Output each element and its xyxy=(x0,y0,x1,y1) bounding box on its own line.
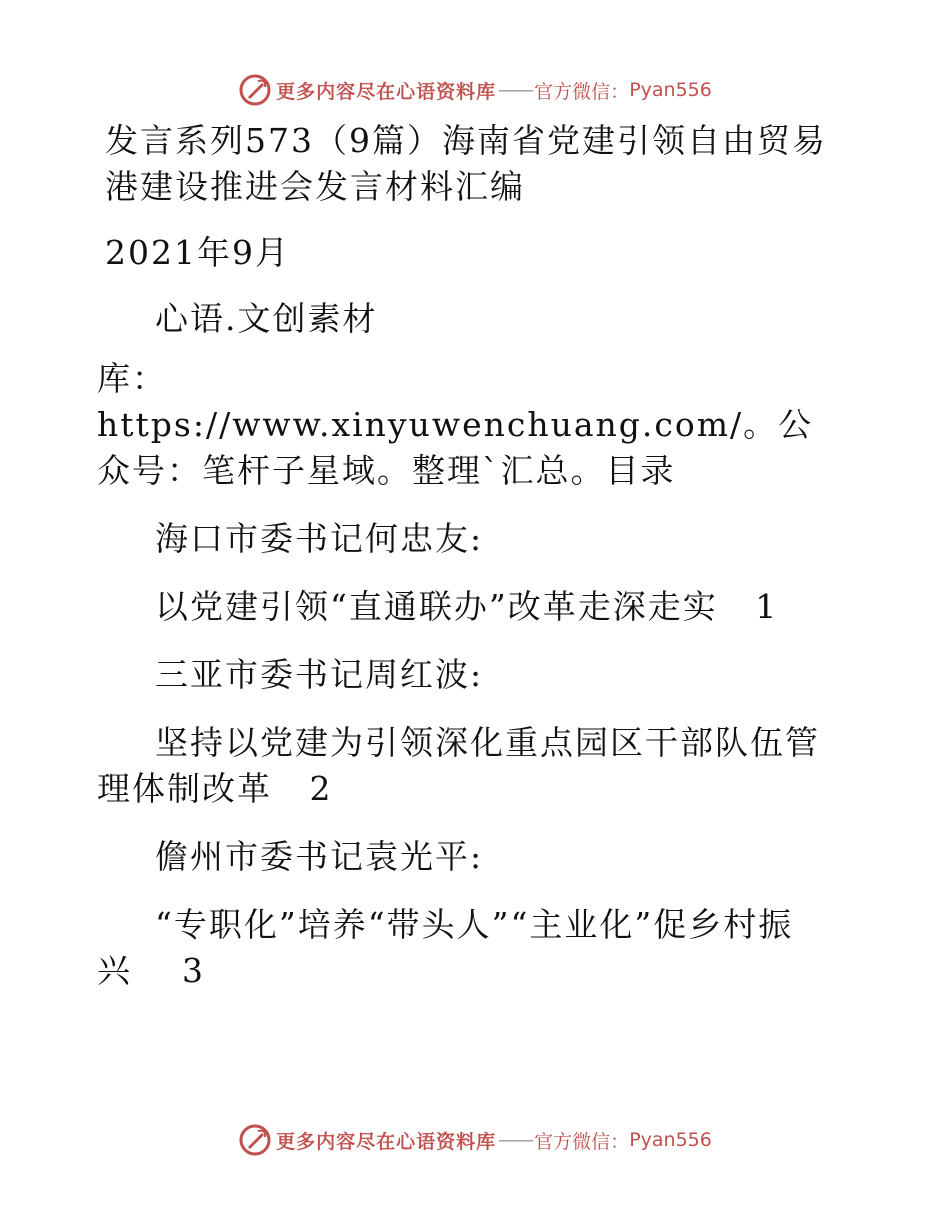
source-line-1: 心语.文创素材 xyxy=(155,299,378,338)
watermark-contact-id: Pyan556 xyxy=(629,79,712,101)
toc-item xyxy=(97,834,847,994)
source-line-2: 库：https://www.xinyuwenchuang.com/。公众号：笔杆子星域。整理`汇总。目录 xyxy=(97,359,814,490)
watermark-separator: —— xyxy=(498,79,533,101)
header-watermark xyxy=(0,70,950,110)
toc-list xyxy=(97,516,847,994)
footer-watermark xyxy=(0,1120,950,1160)
toc-topic xyxy=(97,902,847,994)
watermark-contact-label: 官方微信： xyxy=(534,80,630,103)
watermark-contact-id: Pyan556 xyxy=(629,1129,712,1151)
document-body xyxy=(97,118,847,994)
watermark-separator: —— xyxy=(498,1129,533,1151)
document-title: 发言系列573（9篇）海南省党建引领自由贸易港建设推进会发言材料汇编 xyxy=(105,121,827,206)
toc-page-number: 1 xyxy=(755,587,779,626)
document-date: 2021年9月 xyxy=(105,233,290,272)
watermark-contact-label: 官方微信： xyxy=(534,1130,630,1153)
watermark-text: 更多内容尽在心语资料库 xyxy=(276,1130,497,1153)
toc-topic-text: 坚持以党建为引领深化重点园区干部队伍管理体制改革 xyxy=(97,723,820,808)
toc-item xyxy=(97,652,847,812)
toc-page-number: 3 xyxy=(181,951,205,990)
quill-logo-icon xyxy=(238,73,272,107)
toc-topic xyxy=(97,720,847,812)
toc-speaker: 儋州市委书记袁光平: xyxy=(155,837,484,876)
toc-page-number: 2 xyxy=(309,769,333,808)
toc-item xyxy=(97,516,847,630)
toc-topic xyxy=(97,584,847,630)
quill-logo-icon xyxy=(238,1123,272,1157)
toc-topic-text: “专职化”培养“带头人”“主业化”促乡村振兴 xyxy=(97,905,794,990)
toc-topic-text: 以党建引领“直通联办”改革走深走实 xyxy=(155,587,718,626)
watermark-text: 更多内容尽在心语资料库 xyxy=(276,80,497,103)
toc-speaker: 三亚市委书记周红波: xyxy=(155,655,484,694)
toc-speaker: 海口市委书记何忠友: xyxy=(155,519,484,558)
